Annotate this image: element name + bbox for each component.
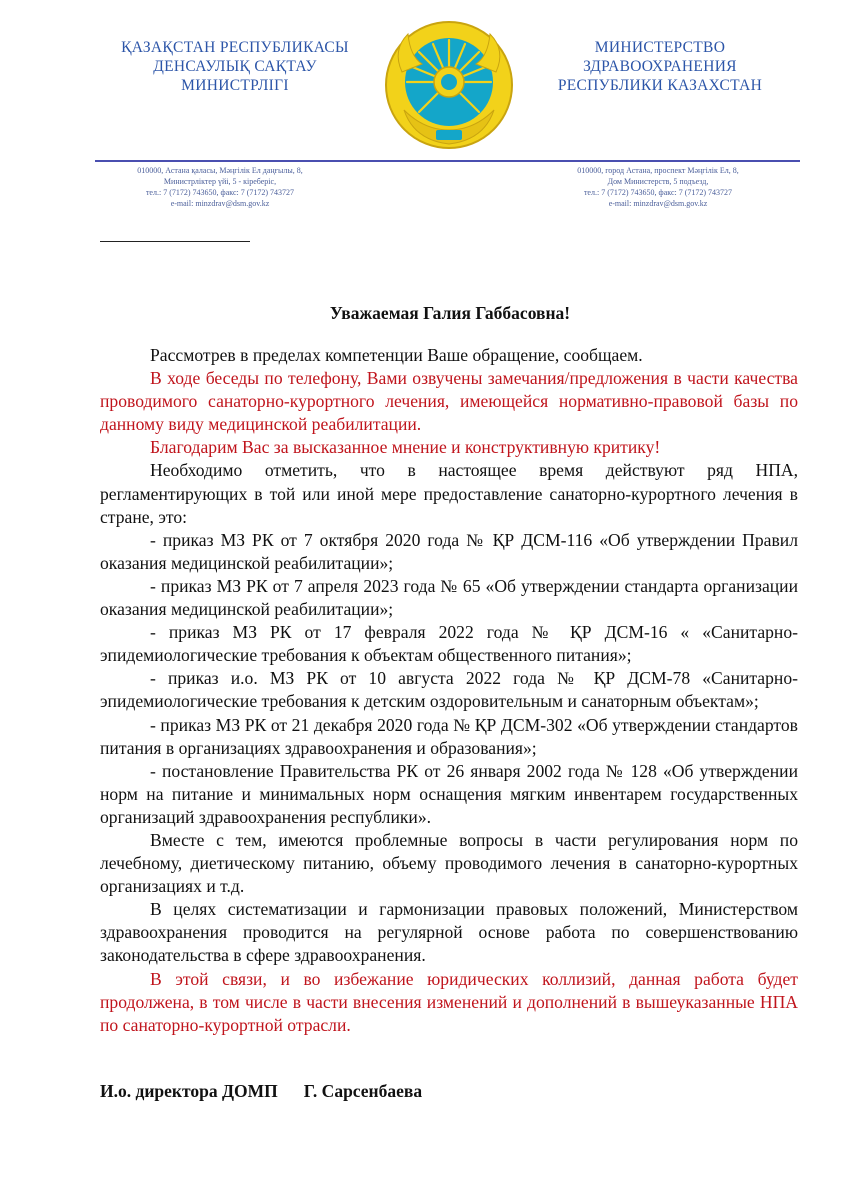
header-left-block [85, 38, 385, 95]
address-left-line: 010000, Астана қаласы, Мәңгілік Ел даңғылы, 8, [137, 166, 303, 175]
list-item: - постановление Правительства РК от 26 января 2002 года № 128 «Об утверждении норм на питание и минимальных норм оснащения мягким инвентарем государственных организаций здравоохранения республики». [100, 760, 798, 827]
address-left-line: Министрліктер үйі, 5 - кіреберіс, [163, 177, 277, 186]
signature-name: Г. Сарсенбаева [303, 1081, 423, 1101]
list-item: - приказ МЗ РК от 21 декабря 2020 года № ҚР ДСМ-302 «Об утверждении стандартов питания в организациях здравоохранения и образования»; [100, 714, 798, 758]
paragraph-highlighted: В ходе беседы по телефону, Вами озвучены замечания/предложения в части качества проводимого санаторно-курортного лечения, имеющейся нормативно-правовой базы по данному виду медицинской реабилитации. [100, 368, 798, 435]
address-left [100, 165, 340, 209]
header-left-line: ДЕНСАУЛЫҚ САҚТАУ [153, 58, 317, 75]
address-right-line: 010000, город Астана, проспект Мәңгілік Ел, 8, [577, 166, 739, 175]
paragraph-highlighted: Благодарим Вас за высказанное мнение и конструктивную критику! [150, 437, 661, 458]
paragraph-highlighted: В этой связи, и во избежание юридических коллизий, данная работа будет продолжена, в том числе в части внесения изменений и дополнений в вышеуказанные НПА по санаторно-курортной отрасли. [100, 968, 798, 1035]
header-right-block [510, 38, 810, 95]
header-divider [95, 160, 800, 162]
list-item: - приказ МЗ РК от 7 апреля 2023 года № 65 «Об утверждении стандарта организации оказания медицинской реабилитации»; [100, 575, 798, 620]
paragraph: В целях систематизации и гармонизации правовых положений, Министерством здравоохранения проводится на регулярной основе работа по совершенствованию законодательства в сфере здравоохранения. [100, 899, 798, 966]
signature-title: И.о. директора ДОМП [100, 1081, 278, 1101]
paragraph: Необходимо отметить, что в настоящее время действуют ряд НПА, регламентирующих в той или иной мере предоставление санаторно-курортного лечения в стране, это: [100, 460, 798, 527]
address-right-line: тел.: 7 (7172) 743650, факс: 7 (7172) 743727 [583, 188, 733, 197]
greeting: Уважаемая Галия Габбасовна! [329, 303, 571, 323]
address-left-line: тел.: 7 (7172) 743650, факс: 7 (7172) 743727 [145, 188, 295, 197]
address-right-email: e-mail: minzdrav@dsm.gov.kz [608, 199, 708, 208]
header-left-line: ҚАЗАҚСТАН РЕСПУБЛИКАСЫ [121, 39, 349, 56]
header-left-line: МИНИСТРЛІГІ [181, 77, 289, 94]
reference-number-line [100, 241, 250, 242]
signature-block [100, 1081, 700, 1102]
address-left-email: e-mail: minzdrav@dsm.gov.kz [170, 199, 270, 208]
header-right-line: РЕСПУБЛИКИ КАЗАХСТАН [557, 77, 763, 94]
header-right-line: МИНИСТЕРСТВО [594, 39, 726, 56]
address-right [538, 165, 778, 209]
list-item: - приказ МЗ РК от 7 октября 2020 года № ҚР ДСМ-116 «Об утверждении Правил оказания медицинской реабилитации»; [100, 529, 798, 573]
paragraph: Рассмотрев в пределах компетенции Ваше обращение, сообщаем. [150, 345, 643, 365]
header-right-line: ЗДРАВООХРАНЕНИЯ [583, 58, 737, 75]
list-item: - приказ и.о. МЗ РК от 10 августа 2022 года № ҚР ДСМ-78 «Санитарно-эпидемиологические требования к детским оздоровительным и санаторным объектам»; [100, 668, 798, 712]
paragraph: Вместе с тем, имеются проблемные вопросы в части регулирования норм по лечебному, диетическому питанию, объему проводимого лечения в санаторно-курортных организациях и т.д. [100, 829, 798, 897]
address-right-line: Дом Министерств, 5 подъезд, [607, 177, 709, 186]
kazakhstan-emblem-icon [384, 20, 514, 150]
list-item: - приказ МЗ РК от 17 февраля 2022 года № ҚР ДСМ-16 « «Санитарно-эпидемиологические требования к объектам общественного питания»; [100, 622, 798, 666]
letter-body [100, 344, 798, 1037]
